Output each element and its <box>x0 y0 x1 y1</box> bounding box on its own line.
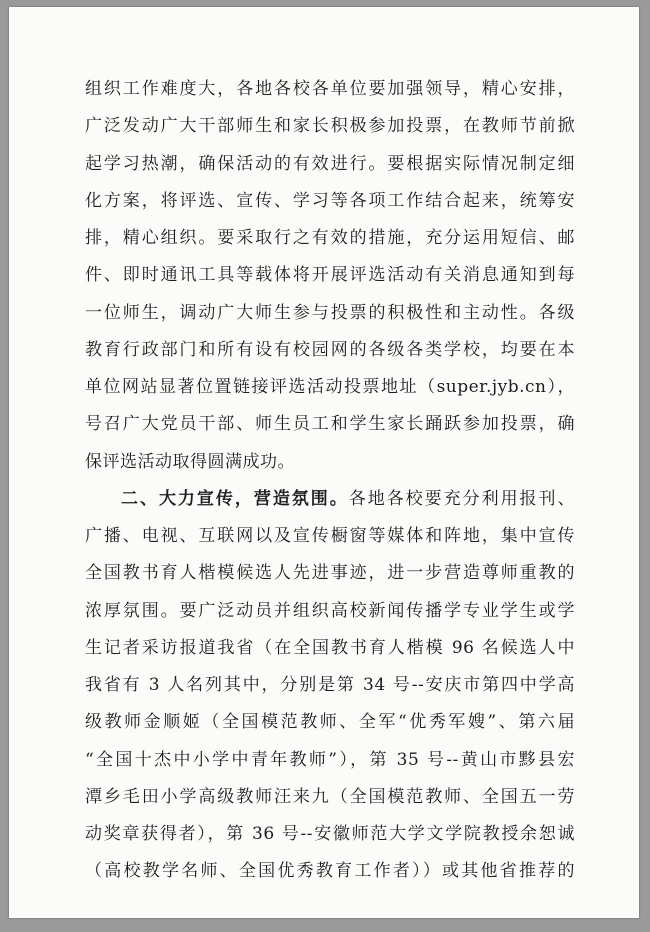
body-text <box>85 71 575 891</box>
text-line: 起学习热潮，确保活动的有效进行。要根据实际情况制定细 <box>85 153 575 174</box>
text-line: 全国教书育人楷模候选人先进事迹，进一步营造尊师重教的 <box>85 563 575 584</box>
text-line: 广播、电视、互联网以及宣传橱窗等媒体和阵地，集中宣传 <box>85 526 575 546</box>
text-line: 广泛发动广大干部师生和家长积极参加投票，在教师节前掀 <box>85 116 575 137</box>
text-line: “全国十杰中小学中青年教师”），第 35 号--黄山市黟县宏 <box>85 749 575 770</box>
text-line: 浓厚氛围。要广泛动员并组织高校新闻传播学专业学生或学 <box>85 600 575 621</box>
section-heading-line <box>85 481 575 518</box>
text-line: 级教师金顺姬（全国模范教师、全军“优秀军嫂”、第六届 <box>85 712 575 733</box>
section-heading: 二、大力宣传，营造氛围。 <box>121 488 349 509</box>
text-line: 一位师生，调动广大师生参与投票的积极性和主动性。各级 <box>85 302 575 323</box>
heading-line-text: 各地各校要充分利用报刊、 <box>348 488 576 509</box>
text-line: （高校教学名师、全国优秀教育工作者））或其他省推荐的 <box>85 861 575 882</box>
text-line: 化方案，将评选、宣传、学习等各项工作结合起来，统筹安 <box>85 190 575 211</box>
text-line: 保评选活动取得圆满成功。 <box>85 451 295 472</box>
text-line: 生记者采访报道我省（在全国教书育人楷模 96 名候选人中 <box>85 637 575 658</box>
text-line: 排，精心组织。要采取行之有效的措施，充分运用短信、邮 <box>85 228 575 248</box>
text-line: 件、即时通讯工具等载体将开展评选活动有关消息通知到每 <box>85 265 575 286</box>
text-line: 潭乡毛田小学高级教师汪来九（全国模范教师、全国五一劳 <box>85 786 575 807</box>
text-line: 动奖章获得者），第 36 号--安徽师范大学文学院教授余恕诚 <box>85 824 575 844</box>
text-line: 组织工作难度大，各地各校各单位要加强领导，精心安排， <box>85 79 575 99</box>
document-page <box>9 7 639 918</box>
text-line: 单位网站显著位置链接评选活动投票地址（super.jyb.cn）， <box>85 377 575 397</box>
text-line: 教育行政部门和所有设有校园网的各级各类学校，均要在本 <box>85 339 575 360</box>
text-line: 我省有 3 人名列其中，分别是第 34 号--安庆市第四中学高 <box>85 675 575 695</box>
text-line: 号召广大党员干部、师生员工和学生家长踊跃参加投票，确 <box>85 414 575 435</box>
